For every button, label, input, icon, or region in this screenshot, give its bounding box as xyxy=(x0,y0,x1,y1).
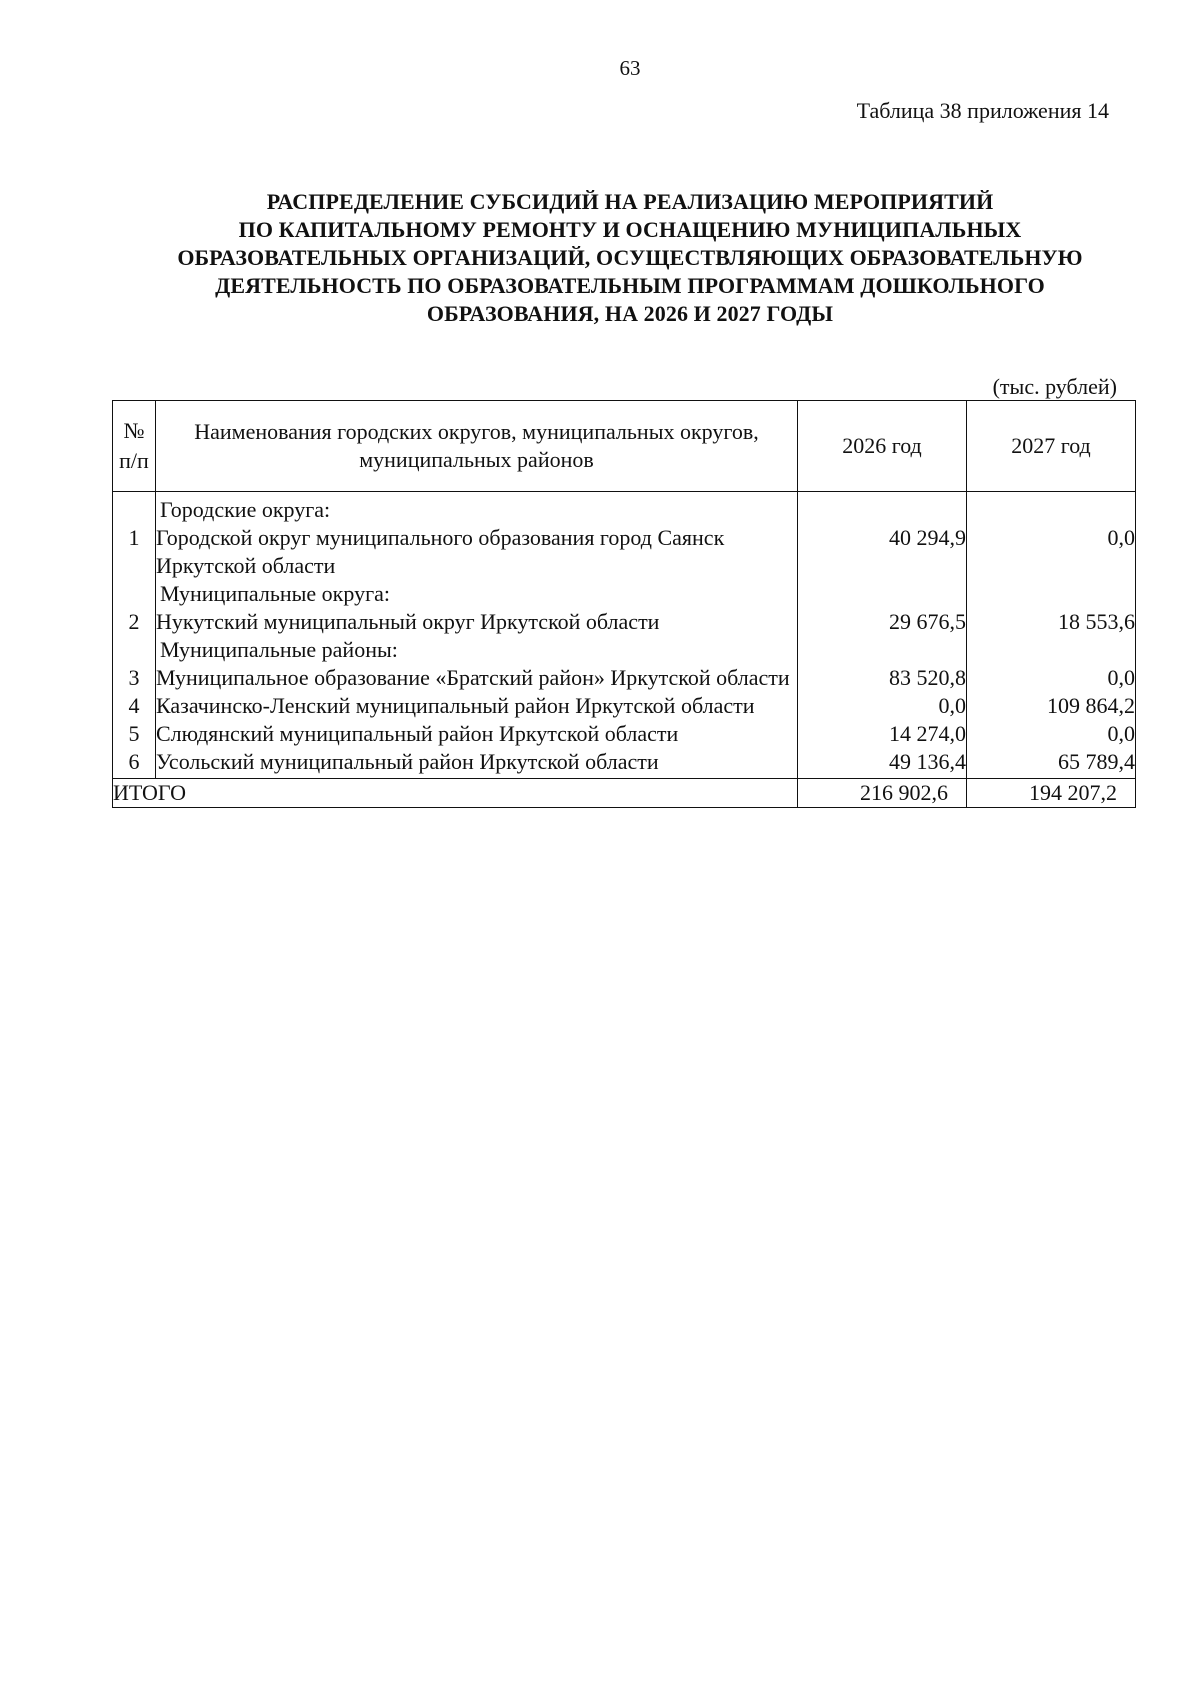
row-number: 2 xyxy=(113,608,156,636)
row-name: Городской округ муниципального образования город Саянск Иркутской области xyxy=(156,524,798,580)
title-line: ПО КАПИТАЛЬНОМУ РЕМОНТУ И ОСНАЩЕНИЮ МУНИЦИПАЛЬНЫХ xyxy=(238,217,1022,242)
value-2027: 0,0 xyxy=(967,524,1136,580)
value-2026: 14 274,0 xyxy=(798,720,967,748)
value-2026: 83 520,8 xyxy=(798,664,967,692)
group-row xyxy=(113,580,1136,608)
group-label: Городские округа: xyxy=(156,492,798,525)
title-line: ОБРАЗОВАТЕЛЬНЫХ ОРГАНИЗАЦИЙ, ОСУЩЕСТВЛЯЮЩИХ ОБРАЗОВАТЕЛЬНУЮ xyxy=(177,245,1083,270)
document-title xyxy=(100,188,1160,328)
table-row xyxy=(113,720,1136,748)
row-number: 5 xyxy=(113,720,156,748)
page-number: 63 xyxy=(619,56,641,80)
group-row xyxy=(113,492,1136,525)
total-2026: 216 902,6 xyxy=(798,779,967,808)
row-name: Муниципальное образование «Братский район» Иркутской области xyxy=(156,664,798,692)
row-name: Нукутский муниципальный округ Иркутской области xyxy=(156,608,798,636)
header-year-2026: 2026 год xyxy=(798,401,967,492)
header-row xyxy=(113,401,1136,492)
title-line: ОБРАЗОВАНИЯ, НА 2026 И 2027 ГОДЫ xyxy=(426,301,834,326)
table-row xyxy=(113,692,1136,720)
row-name: Слюдянский муниципальный район Иркутской области xyxy=(156,720,798,748)
table-row xyxy=(113,524,1136,580)
value-2027: 18 553,6 xyxy=(967,608,1136,636)
row-number: 4 xyxy=(113,692,156,720)
total-2027: 194 207,2 xyxy=(967,779,1136,808)
value-2026: 49 136,4 xyxy=(798,748,967,779)
value-2027: 65 789,4 xyxy=(967,748,1136,779)
table-reference: Таблица 38 приложения 14 xyxy=(856,98,1109,123)
table-row xyxy=(113,608,1136,636)
value-2027: 109 864,2 xyxy=(967,692,1136,720)
header-year-2027: 2027 год xyxy=(967,401,1136,492)
title-line: РАСПРЕДЕЛЕНИЕ СУБСИДИЙ НА РЕАЛИЗАЦИЮ МЕРОПРИЯТИЙ xyxy=(266,189,994,214)
value-2027: 0,0 xyxy=(967,664,1136,692)
table-row xyxy=(113,664,1136,692)
row-name: Усольский муниципальный район Иркутской области xyxy=(156,748,798,779)
group-label: Муниципальные районы: xyxy=(156,636,798,664)
group-row xyxy=(113,636,1136,664)
title-line: ДЕЯТЕЛЬНОСТЬ ПО ОБРАЗОВАТЕЛЬНЫМ ПРОГРАММАМ ДОШКОЛЬНОГО xyxy=(215,273,1045,298)
subsidy-table xyxy=(112,400,1136,808)
total-label: ИТОГО xyxy=(113,779,798,808)
value-2026: 0,0 xyxy=(798,692,967,720)
header-name: Наименования городских округов, муниципальных округов, муниципальных районов xyxy=(156,401,798,492)
group-label: Муниципальные округа: xyxy=(156,580,798,608)
value-2026: 29 676,5 xyxy=(798,608,967,636)
row-name: Казачинско-Ленский муниципальный район Иркутской области xyxy=(156,692,798,720)
value-2026: 40 294,9 xyxy=(798,524,967,580)
total-row xyxy=(113,779,1136,808)
table-row xyxy=(113,748,1136,779)
row-number: 1 xyxy=(113,524,156,580)
row-number: 6 xyxy=(113,748,156,779)
row-number: 3 xyxy=(113,664,156,692)
header-number: № п/п xyxy=(113,401,156,492)
value-2027: 0,0 xyxy=(967,720,1136,748)
units-label: (тыс. рублей) xyxy=(992,374,1117,399)
